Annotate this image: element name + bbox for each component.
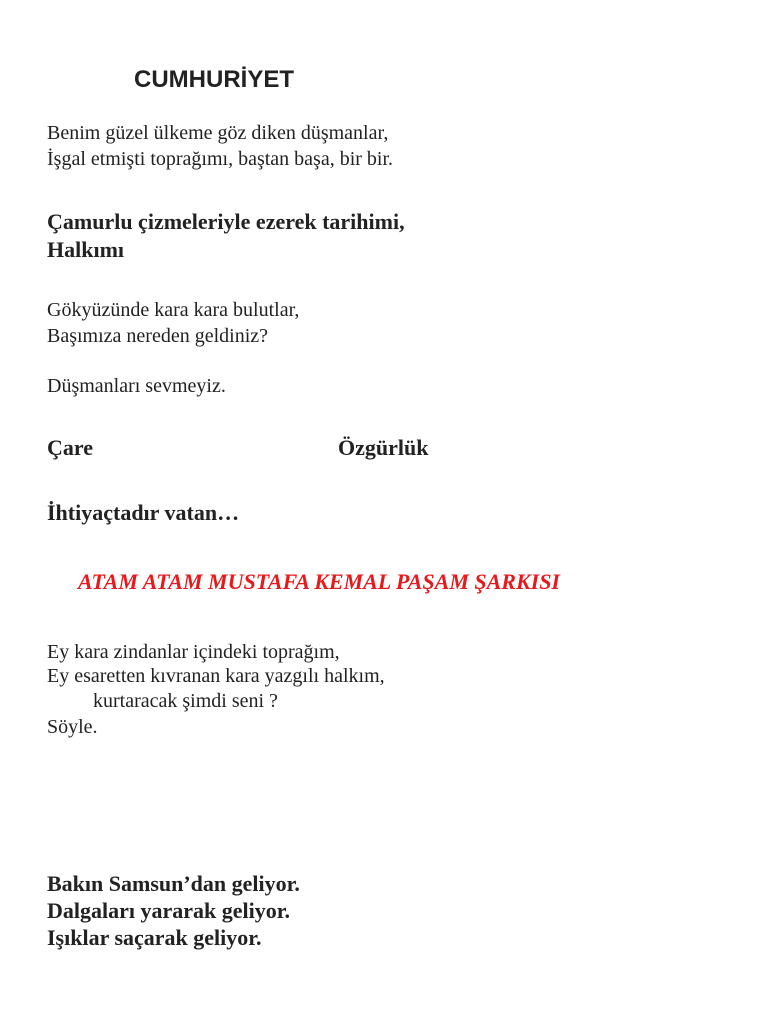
poem-line-bold: Çamurlu çizmeleriyle ezerek tarihimi, <box>47 209 405 234</box>
poem-line: Benim güzel ülkeme göz diken düşmanlar, <box>47 122 389 144</box>
poem-title: CUMHURİYET <box>134 66 294 93</box>
needs-line: İhtiyaçtadır vatan… <box>47 500 240 525</box>
poem-line-bold: Işıklar saçarak geliyor. <box>47 925 262 950</box>
song-heading: ATAM ATAM MUSTAFA KEMAL PAŞAM ŞARKISI <box>78 569 560 594</box>
freedom-label: Özgürlük <box>338 435 429 460</box>
poem-line-indented: kurtaracak şimdi seni ? <box>93 690 278 712</box>
poem-line: Başımıza nereden geldiniz? <box>47 325 269 347</box>
poem-line: Ey esaretten kıvranan kara yazgılı halkım, <box>47 665 385 687</box>
poem-line-bold: Bakın Samsun’dan geliyor. <box>47 871 300 896</box>
poem-line: Söyle. <box>47 716 98 738</box>
poem-line: İşgal etmişti toprağımı, baştan başa, bir bir. <box>47 148 394 170</box>
poem-line: Ey kara zindanlar içindeki toprağım, <box>47 641 340 663</box>
poem-line-bold: Dalgaları yararak geliyor. <box>47 898 290 923</box>
cure-label: Çare <box>47 435 94 460</box>
poem-line: Düşmanları sevmeyiz. <box>47 375 226 397</box>
poem-line: Gökyüzünde kara kara bulutlar, <box>47 299 300 321</box>
poem-line-bold: Halkımı <box>47 237 125 262</box>
